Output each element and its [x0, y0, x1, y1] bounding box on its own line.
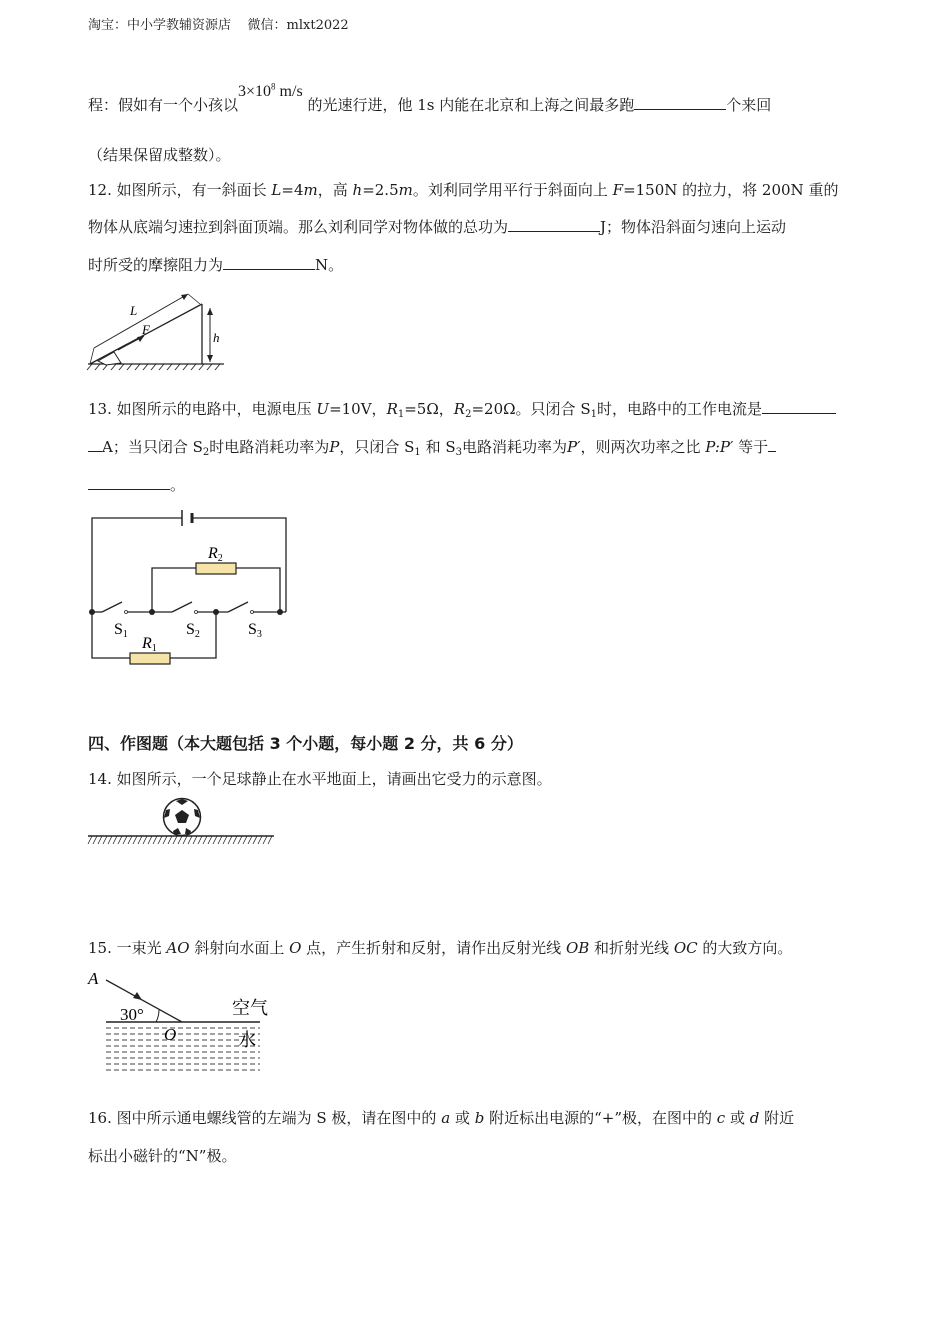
q16-text: 16. 图中所示通电螺线管的左端为 S 极，请在图中的: [88, 1109, 442, 1127]
q13-sub: 2: [465, 409, 472, 420]
q15-var-OB: OB: [565, 939, 590, 957]
q15-text-part: 斜射向水面上: [189, 939, 290, 957]
q13-line3: [88, 474, 185, 495]
q11-speed-exp: 8: [271, 81, 276, 92]
circuit-label-S3: S3: [248, 621, 262, 640]
q12-text: =2.5: [362, 181, 399, 199]
q11-line2: （结果保留成整数）。: [88, 146, 231, 164]
incline-label-L: L: [130, 303, 138, 318]
q11-text-c: 个来回: [726, 96, 772, 114]
q13-sub: 1: [414, 447, 421, 458]
refraction-angle-label: 30°: [120, 1005, 144, 1024]
q11-answer-blank[interactable]: [634, 95, 726, 110]
q15-text-part: 和折射光线: [589, 939, 674, 957]
q11-speed-unit: m/s: [279, 83, 303, 100]
q15-var-AO: AO: [166, 939, 190, 957]
circuit-label-R2: R2: [208, 545, 223, 564]
football-icon: [164, 799, 201, 836]
q13-var-R1: R: [386, 400, 398, 418]
q13-text: =10V，: [329, 400, 387, 418]
q15-var-O: O: [289, 939, 302, 957]
q13-ratio-blank-a[interactable]: [768, 437, 776, 452]
q12-text: 物体从底端匀速拉到斜面顶端。那么刘利同学对物体做的总功为: [88, 218, 509, 236]
incline-label-h: h: [213, 330, 220, 345]
circuit-label-S1: S1: [114, 621, 128, 640]
q16-line1: [88, 1107, 794, 1128]
q13-text: 13. 如图所示的电路中，电源电压: [88, 400, 317, 418]
q13-ratio: P:P′: [705, 438, 734, 456]
q13-text: ，则两次功率之比: [580, 438, 706, 456]
q16-line2: 标出小磁针的“N”极。: [88, 1147, 237, 1165]
page-header: 淘宝：中小学教辅资源店 微信：mlxt2022: [88, 18, 349, 33]
circuit-label-R1: R1: [142, 635, 157, 654]
q12-line2: [88, 216, 786, 237]
q12-work-blank[interactable]: [508, 217, 600, 232]
circuit-label-S2: S2: [186, 621, 200, 640]
refraction-label-O: O: [164, 1025, 177, 1044]
refraction-figure: [84, 964, 279, 1076]
q15-text-part: 点，产生折射和反射，请作出反射光线: [301, 939, 566, 957]
q13-text: 时，电路中的工作电流是: [596, 400, 762, 418]
q13-text: =20Ω。只闭合 S: [471, 400, 591, 418]
q13-sub: 1: [397, 409, 405, 420]
q13-var-R2: R: [453, 400, 466, 418]
q12-text: 时所受的摩擦阻力为: [88, 256, 224, 274]
q13-sub: 2: [202, 447, 210, 458]
incline-label-F: F: [142, 322, 150, 337]
q12-text: =4: [281, 181, 304, 199]
q16-text: 附近: [759, 1109, 795, 1127]
q13-text: 。: [170, 476, 186, 494]
q12-var-F: F: [612, 181, 624, 199]
q13-text: ，只闭合 S: [339, 438, 415, 456]
q12-unit: m: [398, 181, 413, 199]
q12-friction-blank[interactable]: [223, 255, 315, 270]
q12-line1: [88, 179, 838, 200]
q13-text: =5Ω，: [404, 400, 454, 418]
q15-text-part: 的大致方向。: [697, 939, 793, 957]
circuit-figure: [84, 504, 299, 674]
q12-text: ，高: [317, 181, 353, 199]
q13-text: A；当只闭合 S: [102, 438, 203, 456]
q14-text: 14. 如图所示，一个足球静止在水平地面上，请画出它受力的示意图。: [88, 770, 552, 788]
q16-text: 或: [450, 1109, 475, 1127]
q13-ratio-blank-b[interactable]: [88, 475, 170, 490]
q13-var-P: P: [329, 438, 340, 456]
q13-text: 时电路消耗功率为: [209, 438, 330, 456]
q13-text: 等于: [733, 438, 769, 456]
q12-var-h: h: [352, 181, 363, 199]
q13-line1: [88, 398, 836, 419]
section-title: 四、作图题（本大题包括 3 个小题，每小题 2 分，共 6 分）: [88, 734, 523, 753]
football-figure: [84, 796, 279, 850]
q11-speed: [238, 83, 303, 100]
refraction-label-water: 水: [238, 1030, 256, 1051]
q15-var-OC: OC: [673, 939, 698, 957]
q16-var-a: a: [441, 1109, 451, 1127]
refraction-label-air: 空气: [232, 998, 268, 1019]
q13-text: 和 S: [420, 438, 456, 456]
q13-line2: [88, 436, 776, 457]
q11-text-a: 程：假如有一个小孩以: [88, 96, 239, 114]
q12-text: J；物体沿斜面匀速向上运动: [600, 218, 787, 236]
q13-sub: 3: [455, 447, 462, 458]
q11-speed-mantissa: 3×10: [238, 83, 272, 100]
q16-text: 附近标出电源的“+”极，在图中的: [484, 1109, 717, 1127]
q12-var-L: L: [271, 181, 282, 199]
q16-text: 或: [725, 1109, 750, 1127]
q15-text-part: 15. 一束光: [88, 939, 167, 957]
q13-current-blank-a[interactable]: [762, 399, 836, 414]
q12-unit: m: [303, 181, 318, 199]
q12-text: N。: [315, 256, 344, 274]
q12-text: =150N 的拉力，将 200N 重的: [623, 181, 839, 199]
q13-text: 电路消耗功率为: [461, 438, 567, 456]
q13-current-blank-b[interactable]: [88, 437, 102, 452]
q13-sub: 1: [590, 409, 597, 420]
refraction-label-A: A: [88, 969, 99, 988]
q13-var-P-prime: P′: [567, 438, 581, 456]
q12-line3: [88, 254, 343, 275]
q11-text-b: 的光速行进，他 1s 内能在北京和上海之间最多跑: [307, 96, 635, 114]
q13-var-U: U: [316, 400, 330, 418]
q12-text: 。刘利同学用平行于斜面向上: [412, 181, 613, 199]
q16-var-d: d: [749, 1109, 760, 1127]
incline-figure: [84, 282, 229, 377]
q16-var-c: c: [716, 1109, 726, 1127]
q15-text: [88, 937, 792, 958]
q16-var-b: b: [474, 1109, 485, 1127]
q12-text: 12. 如图所示，有一斜面长: [88, 181, 272, 199]
